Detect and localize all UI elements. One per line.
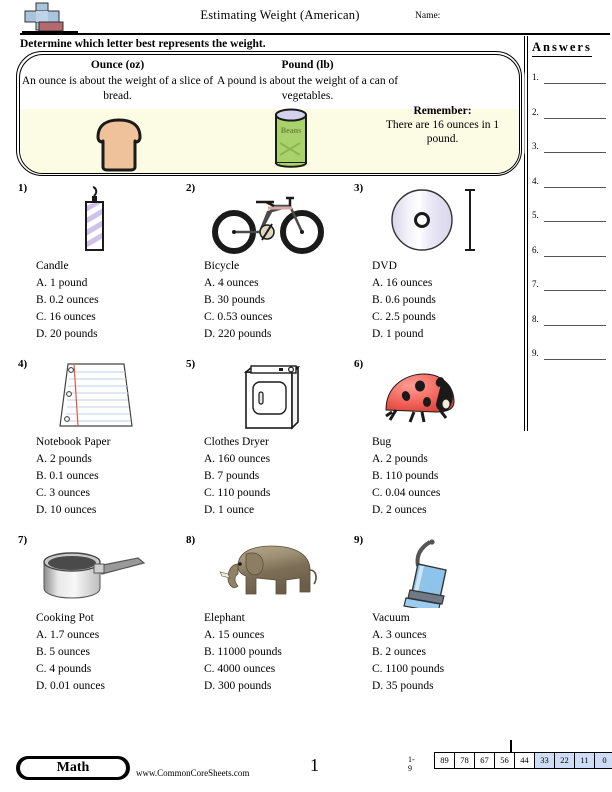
option-b[interactable]: B. 110 pounds	[372, 470, 439, 482]
elephant-icon	[194, 536, 350, 608]
question-text	[36, 434, 186, 519]
svg-text:Beans: Beans	[280, 125, 301, 135]
question-item	[184, 534, 350, 710]
option-c[interactable]: C. 4 pounds	[36, 663, 92, 675]
cooking-pot-icon	[26, 536, 182, 608]
info-box	[19, 54, 520, 174]
answer-number: 5.	[532, 210, 539, 220]
questions-row	[16, 358, 516, 534]
option-d[interactable]: D. 20 pounds	[36, 328, 98, 340]
question-item	[184, 358, 350, 534]
answer-row	[532, 137, 610, 172]
question-item	[16, 534, 182, 710]
question-number: 1)	[18, 182, 28, 194]
option-d[interactable]: D. 10 ounces	[36, 504, 97, 516]
question-number: 3)	[354, 182, 364, 194]
answer-blank-line[interactable]	[544, 359, 606, 360]
subject-badge-label: Math	[20, 759, 126, 777]
website-url: www.CommonCoreSheets.com	[136, 768, 250, 778]
object-name: DVD	[372, 260, 397, 272]
question-text	[372, 610, 522, 695]
answers-list	[532, 68, 610, 379]
score-cell: 44	[515, 752, 535, 769]
option-c[interactable]: C. 4000 ounces	[204, 663, 276, 675]
ounce-description: An ounce is about the weight of a slice of bread.	[21, 74, 214, 102]
option-b[interactable]: B. 7 pounds	[204, 470, 260, 482]
header-divider	[20, 33, 530, 35]
option-a[interactable]: A. 16 ounces	[372, 277, 433, 289]
name-label: Name:	[415, 11, 441, 21]
subject-badge	[16, 756, 130, 780]
option-b[interactable]: B. 2 ounces	[372, 646, 426, 658]
answer-number: 3.	[532, 141, 539, 151]
option-b[interactable]: B. 5 ounces	[36, 646, 90, 658]
score-scale-cells	[434, 752, 612, 769]
option-b[interactable]: B. 0.2 ounces	[36, 294, 99, 306]
bicycle-icon	[194, 184, 350, 256]
remember-heading: Remember:	[413, 104, 472, 117]
plus-block-logo-icon	[22, 2, 78, 34]
question-item	[184, 182, 350, 358]
dvd-disc-icon	[362, 184, 518, 256]
answer-row	[532, 310, 610, 345]
answer-row	[532, 206, 610, 241]
question-number: 5)	[186, 358, 196, 370]
answer-number: 7.	[532, 279, 539, 289]
object-name: Notebook Paper	[36, 436, 111, 448]
vacuum-cleaner-icon	[362, 536, 518, 608]
score-cell: 89	[434, 752, 455, 769]
score-cell: 11	[575, 752, 595, 769]
option-c[interactable]: C. 2.5 pounds	[372, 311, 436, 323]
answer-row	[532, 344, 610, 379]
answer-blank-line[interactable]	[544, 221, 606, 222]
option-a[interactable]: A. 1.7 ounces	[36, 629, 100, 641]
object-name: Vacuum	[372, 612, 410, 624]
question-item	[16, 182, 182, 358]
score-cell: 22	[555, 752, 575, 769]
clothes-dryer-icon	[194, 360, 350, 432]
answer-number: 9.	[532, 348, 539, 358]
answer-number: 2.	[532, 106, 539, 117]
answers-divider-inner	[527, 36, 528, 431]
object-name: Elephant	[204, 612, 245, 624]
instructions-text: Determine which letter best represents the weight.	[20, 38, 266, 50]
question-text	[372, 434, 522, 519]
option-c[interactable]: C. 110 pounds	[204, 487, 271, 499]
questions-row	[16, 182, 516, 358]
answer-blank-line[interactable]	[544, 118, 606, 119]
question-text	[204, 610, 354, 695]
option-c[interactable]: C. 0.53 ounces	[204, 311, 273, 323]
answer-number: 6.	[532, 244, 539, 255]
option-a[interactable]: A. 160 ounces	[204, 453, 271, 465]
answers-divider-outer	[524, 36, 525, 431]
option-a[interactable]: A. 15 ounces	[204, 629, 265, 641]
answer-blank-line[interactable]	[544, 290, 606, 291]
option-b[interactable]: B. 0.1 ounces	[36, 470, 99, 482]
option-d[interactable]: D. 1 pound	[372, 328, 424, 340]
question-item	[352, 534, 518, 710]
object-name: Clothes Dryer	[204, 436, 269, 448]
question-text	[36, 610, 186, 695]
remember-note	[370, 105, 516, 146]
header-divider-right	[530, 33, 610, 35]
score-cell: 33	[535, 752, 555, 769]
answer-number: 8.	[532, 313, 539, 324]
option-d[interactable]: D. 300 pounds	[204, 680, 272, 692]
page-title: Estimating Weight (American)	[200, 8, 360, 22]
option-a[interactable]: A. 4 ounces	[204, 277, 259, 289]
questions-grid	[16, 182, 516, 710]
bean-can-icon	[268, 107, 314, 174]
option-b[interactable]: B. 30 pounds	[204, 294, 266, 306]
question-number: 4)	[18, 358, 28, 370]
ladybug-icon	[362, 360, 518, 432]
option-c[interactable]: C. 1100 pounds	[372, 663, 445, 675]
question-item	[16, 358, 182, 534]
answer-blank-line[interactable]	[544, 256, 606, 257]
score-cell: 0	[595, 752, 612, 769]
notebook-paper-icon	[26, 360, 182, 432]
score-cell: 56	[495, 752, 515, 769]
question-number: 7)	[18, 534, 28, 546]
score-cell: 67	[475, 752, 495, 769]
answers-header	[532, 38, 610, 57]
answer-row	[532, 103, 610, 138]
question-text	[36, 258, 186, 343]
question-number: 6)	[354, 358, 364, 370]
score-cell: 78	[455, 752, 475, 769]
object-name: Cooking Pot	[36, 612, 94, 624]
option-a[interactable]: A. 1 pound	[36, 277, 88, 289]
answer-row	[532, 275, 610, 310]
page-header	[0, 0, 612, 38]
question-number: 9)	[354, 534, 364, 546]
answer-row	[532, 68, 610, 103]
answer-row	[532, 241, 610, 276]
option-a[interactable]: A. 3 ounces	[372, 629, 427, 641]
answer-number: 1.	[532, 72, 539, 82]
option-d[interactable]: D. 220 pounds	[204, 328, 272, 340]
pound-column	[210, 59, 406, 104]
question-number: 2)	[186, 182, 196, 194]
questions-row	[16, 534, 516, 710]
answer-blank-line[interactable]	[544, 325, 606, 326]
option-d[interactable]: D. 2 ounces	[372, 504, 427, 516]
ounce-column	[20, 59, 216, 104]
question-text	[372, 258, 522, 343]
answer-blank-line[interactable]	[544, 152, 606, 153]
answer-row	[532, 172, 610, 207]
question-text	[204, 434, 354, 519]
bread-slice-icon	[88, 117, 150, 174]
answer-blank-line[interactable]	[544, 187, 606, 188]
option-d[interactable]: D. 0.01 ounces	[36, 680, 105, 692]
option-c[interactable]: C. 16 ounces	[36, 311, 96, 323]
question-number: 8)	[186, 534, 196, 546]
object-name: Bicycle	[204, 260, 240, 272]
question-text	[204, 258, 354, 343]
pound-heading: Pound (lb)	[281, 58, 334, 71]
option-c[interactable]: C. 3 ounces	[36, 487, 90, 499]
candle-icon	[26, 184, 182, 256]
option-b[interactable]: B. 0.6 pounds	[372, 294, 436, 306]
pound-description: A pound is about the weight of a can of vegetables.	[216, 74, 399, 102]
page-number: 1	[310, 755, 319, 775]
remember-body: There are 16 ounces in 1 pound.	[385, 118, 500, 145]
option-c[interactable]: C. 0.04 ounces	[372, 487, 441, 499]
option-a[interactable]: A. 2 pounds	[36, 453, 92, 465]
object-name: Bug	[372, 436, 392, 448]
answers-title: Answers	[532, 40, 592, 57]
question-item	[352, 358, 518, 534]
option-b[interactable]: B. 11000 pounds	[204, 646, 282, 658]
option-d[interactable]: D. 35 pounds	[372, 680, 434, 692]
question-item	[352, 182, 518, 358]
option-d[interactable]: D. 1 ounce	[204, 504, 255, 516]
answer-number: 4.	[532, 175, 539, 186]
option-a[interactable]: A. 2 pounds	[372, 453, 428, 465]
ounce-heading: Ounce (oz)	[90, 58, 145, 71]
score-scale-label: 1-9	[408, 755, 415, 773]
object-name: Candle	[36, 260, 69, 272]
answer-blank-line[interactable]	[544, 83, 606, 84]
